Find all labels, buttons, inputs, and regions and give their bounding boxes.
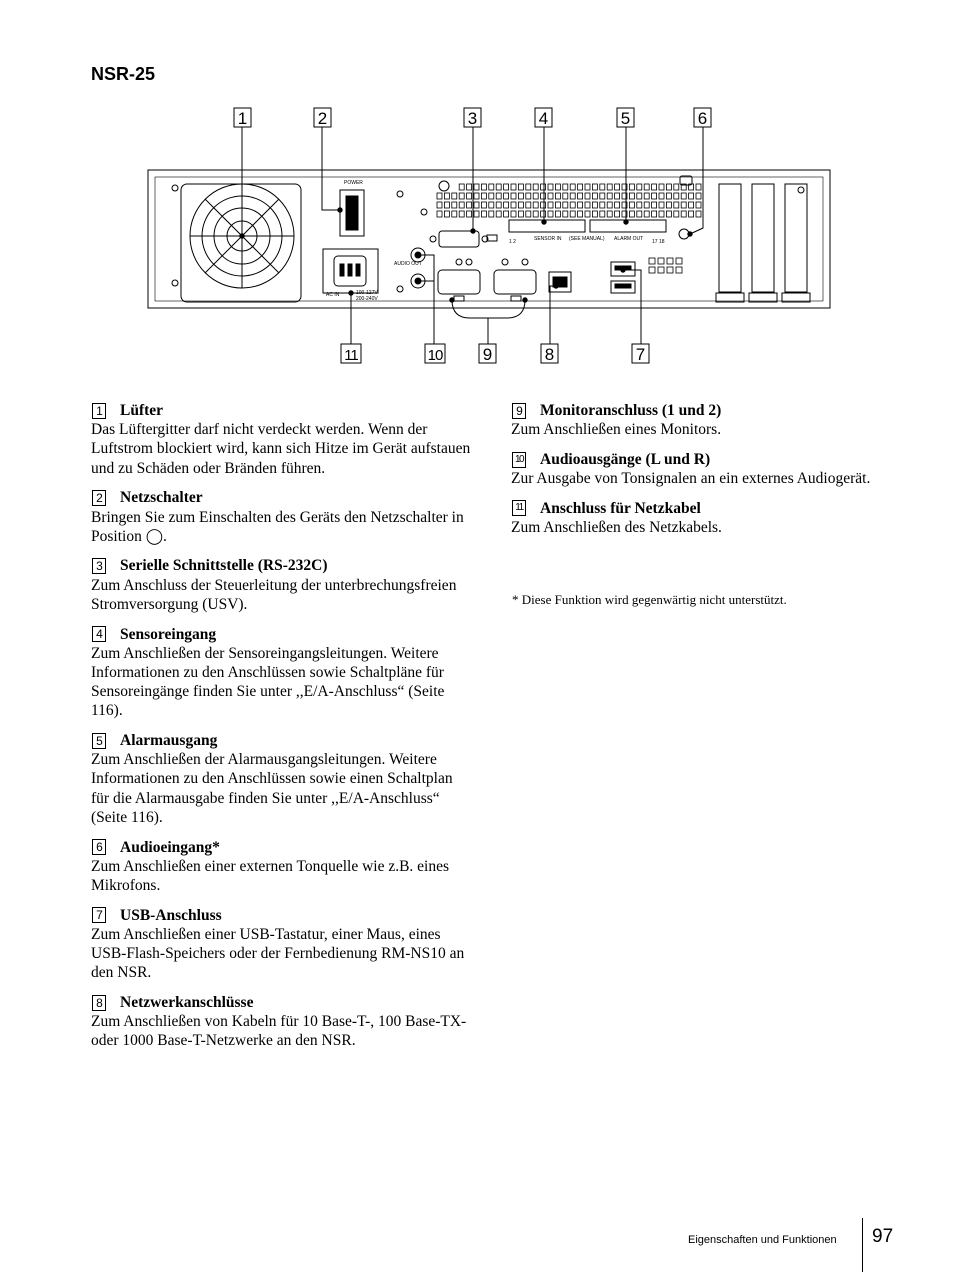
- item-power-switch: [91, 488, 471, 546]
- item-number: 3: [92, 558, 106, 574]
- item-number: 5: [92, 733, 106, 749]
- item-text: Bringen Sie zum Einschalten des Geräts den Netzschalter in Position ◯.: [91, 508, 464, 545]
- item-serial-port: [91, 556, 471, 614]
- power-label: POWER: [344, 180, 363, 186]
- callout-4: 4: [538, 109, 549, 128]
- item-title: Lüfter: [120, 402, 164, 419]
- item-text: Zum Anschließen eines Monitors.: [511, 421, 722, 439]
- callout-10: 10: [427, 347, 443, 364]
- item-text: Das Lüftergitter darf nicht verdeckt werden. Wenn der Luftstrom blockiert wird, kann sich Hitze im Gerät aufstauen und zu Schäden oder Bränden führen.: [91, 421, 471, 477]
- ac-in-label: AC IN: [326, 292, 340, 298]
- item-text: Zur Ausgabe von Tonsignalen an ein externes Audiogerät.: [511, 470, 871, 488]
- item-number: 6: [92, 839, 106, 855]
- item-number: 1: [92, 403, 106, 419]
- rear-panel-diagram: [0, 0, 954, 380]
- expansion-slot-3: [785, 184, 807, 292]
- item-title: Audioausgänge (L und R): [540, 450, 711, 468]
- item-title: USB-Anschluss: [120, 906, 222, 924]
- page-number: 97: [872, 1226, 894, 1247]
- ac-inlet-icon: [323, 249, 378, 293]
- pin-start-label: 1 2: [509, 239, 516, 245]
- item-number: 8: [92, 995, 106, 1011]
- network-port-icon: [549, 272, 571, 292]
- item-text: Zum Anschluss der Steuerleitung der unterbrechungsfreien Stromversorgung (USV).: [91, 576, 457, 613]
- audio-out-label: AUDIO OUT: [394, 261, 422, 267]
- vga-port-2-icon: [494, 259, 536, 294]
- callout-11: 11: [344, 347, 358, 364]
- item-monitor-port: [511, 401, 891, 439]
- footer-section-label: Eigenschaften und Funktionen: [688, 1234, 837, 1246]
- usb-port-icon: [611, 262, 635, 293]
- item-text: Zum Anschließen der Alarmausgangsleitungen. Weitere Informationen zu den Anschlüssen sowie einen Schaltplan für die Alarmausgabe finden Sie unter ,,E/A-Anschluss“ (Seite 116).: [91, 751, 453, 826]
- item-title: Monitoranschluss (1 und 2): [540, 402, 722, 419]
- item-text: Zum Anschließen einer USB-Tastatur, einer Maus, eines USB-Flash-Speichers oder der Fernbedienung RM-NS10 an den NSR.: [91, 925, 465, 982]
- callout-5: 5: [620, 109, 631, 128]
- callout-9: 9: [482, 345, 493, 364]
- sensor-in-label: SENSOR IN: [534, 236, 562, 242]
- item-audio-outputs: [511, 450, 891, 488]
- see-manual-label: (SEE MANUAL): [569, 236, 605, 242]
- pin-end-label: 17 18: [652, 239, 665, 245]
- item-power-cord: [511, 499, 891, 537]
- item-number: 2: [92, 490, 106, 506]
- callout-3: 3: [467, 109, 478, 128]
- expansion-slot-1: [719, 184, 741, 292]
- callout-7: 7: [635, 345, 646, 364]
- sensor-in-terminal: [509, 220, 585, 232]
- item-number: 4: [92, 626, 106, 642]
- item-text: Zum Anschließen des Netzkabels.: [511, 519, 722, 537]
- right-column: [511, 401, 891, 548]
- item-text: Zum Anschließen einer externen Tonquelle wie z.B. eines Mikrofons.: [91, 857, 450, 894]
- item-fan: [91, 401, 471, 478]
- item-text: Zum Anschließen der Sensoreingangsleitungen. Weitere Informationen zu den Anschlüssen sowie Schaltpläne für Sensoreingänge finden Sie unter ,,E/A-Anschluss“ (Seite 116).: [91, 644, 445, 720]
- vga-port-1-icon: [438, 259, 480, 294]
- left-column: [91, 401, 471, 1061]
- item-title: Netzwerkanschlüsse: [120, 993, 254, 1011]
- item-alarm-output: [91, 731, 471, 827]
- callout-2: 2: [317, 109, 328, 128]
- vent-grid: [437, 184, 701, 273]
- item-network-ports: [91, 993, 471, 1051]
- item-usb-port: [91, 906, 471, 983]
- voltage-label-2: 200-240V: [356, 296, 378, 302]
- power-switch-icon: [340, 190, 364, 236]
- expansion-slot-2: [752, 184, 774, 292]
- alarm-out-label: ALARM OUT: [614, 236, 644, 242]
- item-sensor-input: [91, 625, 471, 721]
- footer-divider: [862, 1218, 863, 1272]
- footnote: * Diese Funktion wird gegenwärtig nicht unterstützt.: [512, 592, 787, 607]
- item-text: Zum Anschließen von Kabeln für 10 Base-T-, 100 Base-TX- oder 1000 Base-T-Netzwerke an den NSR.: [91, 1013, 467, 1050]
- voltage-label-1: 100-127V: [356, 290, 378, 296]
- item-audio-input: [91, 838, 471, 896]
- item-title: Sensoreingang: [120, 625, 217, 643]
- item-title: Netzschalter: [120, 489, 203, 507]
- item-number: 11: [512, 500, 526, 516]
- item-title: Alarmausgang: [120, 732, 218, 750]
- fan-icon: [172, 184, 301, 302]
- callout-6: 6: [697, 109, 708, 128]
- page-heading: NSR-25: [91, 64, 156, 84]
- item-title: Audioeingang*: [120, 838, 220, 856]
- item-title: Anschluss für Netzkabel: [540, 499, 701, 517]
- serial-port-icon: [430, 231, 488, 247]
- item-number: 9: [512, 403, 526, 419]
- callout-1: 1: [237, 109, 248, 128]
- item-title: Serielle Schnittstelle (RS-232C): [120, 557, 328, 575]
- callout-8: 8: [544, 345, 555, 364]
- item-number: 10: [512, 452, 526, 468]
- item-number: 7: [92, 907, 106, 923]
